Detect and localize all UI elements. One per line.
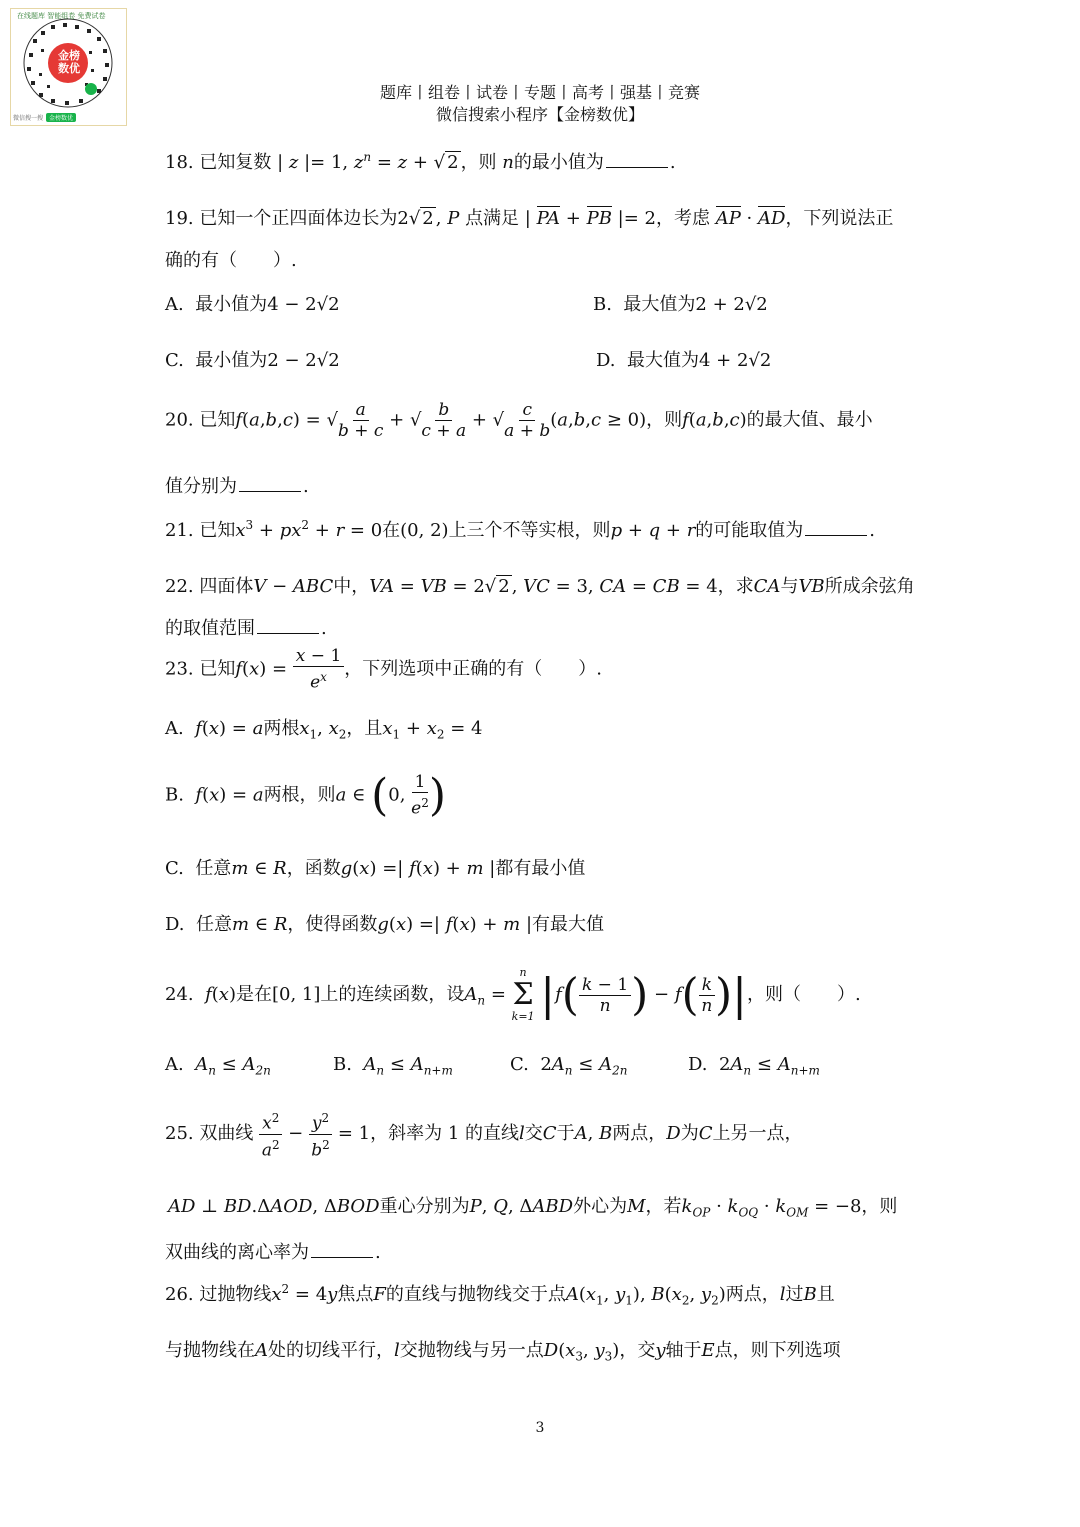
answer-blank[interactable]: [311, 1241, 373, 1258]
question-19-line2: 确的有（ ）.: [165, 250, 297, 271]
answer-blank[interactable]: [805, 519, 867, 536]
header-search-hint: 微信搜索小程序【金榜数优】: [435, 105, 644, 124]
question-23: 23. 已知f(x) = $\frac{x - 1}{e^x}$ ，下列选项中正确的有（ ）.: [165, 646, 602, 693]
q24-option-b[interactable]: B. $A_n \le A_{n+m}$: [333, 1054, 453, 1078]
q23-option-d[interactable]: D. 任意m ∈ R，使得函数g(x) =| f(x) + m |有最大值: [165, 914, 605, 935]
q19-option-d[interactable]: D. 最大值为4 + 2√2: [596, 350, 772, 371]
q24-option-a[interactable]: A. $A_n \le A_{2n}$: [165, 1054, 271, 1078]
question-26-line2: 与抛物线在A处的切线平行，l交抛物线与另一点$D(x_3$, $y_3$)，交y轴于E点，则下列选项: [165, 1340, 841, 1364]
question-25-line2: AD ⊥ BD.ΔAOD, ΔBOD重心分别为P, Q, ΔABD外心为M，若$k_{OP} \cdot k_{OQ} \cdot k_{OM} = -8$，则: [168, 1196, 898, 1220]
logo-brand-line2: 数优: [58, 62, 80, 75]
q23-option-b[interactable]: B. f(x) = a两根，则a ∈ (0, $\frac{1}{e^2}$ ): [165, 770, 447, 821]
q24-option-d[interactable]: D. $2A_n \le A_{n+m}$: [688, 1054, 820, 1078]
q19-option-c[interactable]: C. 最小值为2 − 2√2: [165, 350, 340, 371]
question-25: 25. 双曲线 $\frac{x^2}{a^2}$ − $\frac{y^2}{b^2}$ = 1，斜率为 1 的直线l交C于A, B两点，D为C上另一点，: [165, 1108, 802, 1160]
question-21: 21. 已知$x^3 + px^2 + r = 0$在(0, 2)上三个不等实根，则p + q + r的可能取值为 .: [165, 518, 876, 541]
answer-blank[interactable]: [239, 475, 301, 492]
question-22: 22. 四面体V − ABC中，VA = VB = 2√ 2 , VC = 3, CA = CB = 4，求CA与VB所成余弦角: [165, 576, 915, 597]
logo-brand: [53, 49, 85, 75]
q19-option-a[interactable]: A. 最小值为4 − 2√2: [165, 294, 340, 315]
question-20: 20. 已知f(a,b,c) = √ $\frac{a}{b + c}$ + √ $\frac{b}{c + a}$ + √ $\frac{c}{a + b}$ (a,b,c ≥ 0)，则f(a,b,c)的最大值、最小: [165, 400, 873, 441]
question-22-line2: 的取值范围 .: [165, 618, 327, 639]
q19-option-b[interactable]: B. 最大值为2 + 2√2: [593, 294, 768, 315]
question-20-line2: 值分别为 .: [165, 476, 309, 497]
logo-ring-text: 在线题库 智能组卷 免费试卷: [17, 12, 106, 20]
logo-footer-button[interactable]: 金榜数优: [46, 113, 76, 122]
q23-option-a[interactable]: A. f(x) = a两根$x_1$, $x_2$，且$x_1 + x_2 = 4$: [165, 718, 483, 742]
q23-option-c[interactable]: C. 任意m ∈ R，函数g(x) =| f(x) + m |都有最小值: [165, 858, 586, 879]
question-18: 18. 已知复数 | z |= 1, $z^n = z$ + √ 2 ，则 n的最小值为 .: [165, 150, 676, 173]
answer-blank[interactable]: [606, 151, 668, 168]
page-number: 3: [535, 1420, 545, 1436]
logo-brand-line1: 金榜: [58, 49, 80, 62]
answer-blank[interactable]: [257, 617, 319, 634]
question-24: 24. f(x)是在[0, 1]上的连续函数，设$A_n$ = n Σ k=1 |f( $\frac{k - 1}{n}$ ) − f( $\frac{k}{n}$ )|，则（ ）.: [165, 966, 861, 1023]
logo-footer-text: 微信搜一搜: [13, 115, 44, 122]
question-19: 19. 已知一个正四面体边长为2√ 2 , P 点满足 | PA + PB |= 2，考虑 AP · AD，下列说法正: [165, 208, 894, 229]
header-categories: 题库丨组卷丨试卷丨专题丨高考丨强基丨竞赛: [379, 83, 700, 102]
question-25-line3: 双曲线的离心率为 .: [165, 1242, 381, 1263]
q24-option-c[interactable]: C. $2A_n \le A_{2n}$: [510, 1054, 628, 1078]
question-26: 26. 过抛物线$x^2 = 4y$焦点F的直线与抛物线交于点$A(x_1$, $y_1$), $B(x_2$, $y_2$)两点，l过B且: [165, 1282, 835, 1308]
